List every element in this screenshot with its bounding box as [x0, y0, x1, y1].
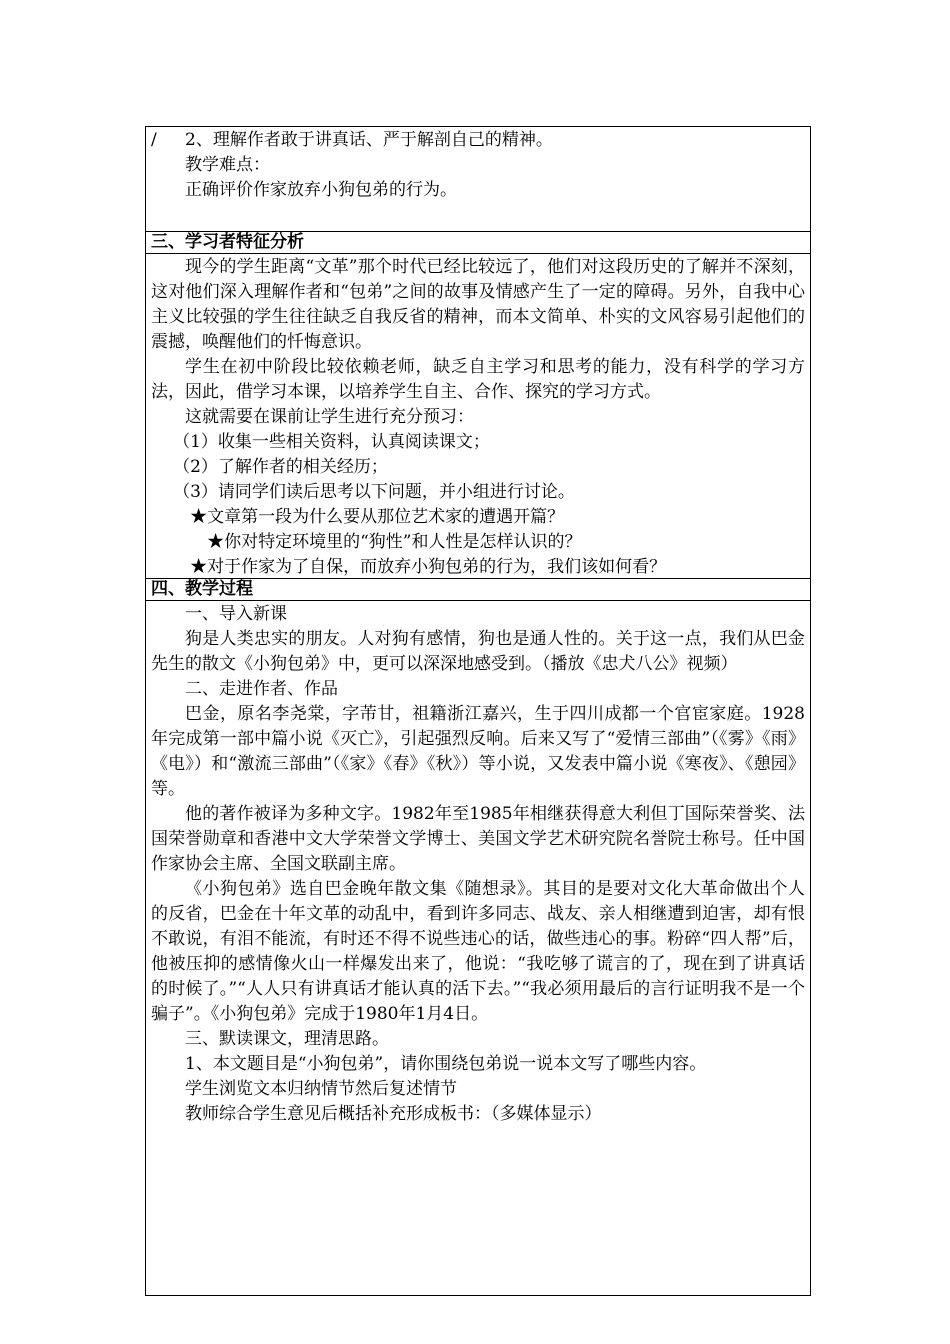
step3-teacher-activity: 教师综合学生意见后概括补充形成板书：（多媒体显示） [185, 1104, 602, 1124]
learner-analysis-cell [146, 253, 810, 578]
step2-title: 二、走进作者、作品 [185, 679, 338, 699]
difficulty-label: 教学难点： [185, 155, 270, 175]
step1-title: 一、导入新课 [185, 604, 287, 624]
learner-paragraph-2: 学生在初中阶段比较依赖老师，缺乏自主学习和思考的能力，没有科学的学习方法，因此，借学习本课，以培养学生自主、合作、探究的学习方式。 [151, 357, 805, 402]
learner-paragraph-3: 这就需要在课前让学生进行充分预习： [185, 407, 474, 427]
goal-prefix: / [151, 130, 157, 150]
goal-line [151, 128, 805, 153]
discussion-question-3: ★对于作家为了自保，而放弃小狗包弟的行为，我们该如何看？ [190, 557, 667, 577]
discussion-question-2: ★你对特定环境里的“狗性”和人性是怎样认识的？ [207, 532, 582, 552]
learner-paragraph-1: 现今的学生距离“文革”那个时代已经比较远了，他们对这段历史的了解并不深刻，这对他们深入理解作者和“包弟”之间的故事及情感产生了一定的障碍。另外，自我中心主义比较强的学生往往缺乏自我反省的精神，而本文简单、朴实的文风容易引起他们的震撼，唤醒他们的忏悔意识。 [151, 257, 805, 352]
teaching-goals-cell [146, 127, 810, 231]
lesson-plan-table [145, 126, 811, 1296]
author-honors-paragraph: 他的著作被译为多种文字。1982年至1985年相继获得意大利但丁国际荣誉奖、法国荣誉勋章和香港中文大学荣誉文学博士、美国文学艺术研究院名誉院士称号。任中国作家协会主席、全国文联副主席。 [151, 804, 805, 874]
discussion-question-1: ★文章第一段为什么要从那位艺术家的遭遇开篇？ [190, 507, 565, 527]
section-heading-learner-analysis: 三、学习者特征分析 [146, 231, 810, 253]
step1-text: 狗是人类忠实的朋友。人对狗有感情，狗也是通人性的。关于这一点，我们从巴金先生的散文《小狗包弟》中，更可以深深地感受到。（播放《忠犬八公》视频） [151, 629, 805, 674]
step3-title: 三、默读课文，理清思路。 [185, 1029, 389, 1049]
difficulty-text: 正确评价作家放弃小狗包弟的行为。 [185, 180, 457, 200]
preview-item-1: （1）收集一些相关资料，认真阅读课文； [173, 432, 490, 452]
section-heading-teaching-process: 四、教学过程 [146, 578, 810, 600]
preview-item-2: （2）了解作者的相关经历； [173, 457, 388, 477]
step3-student-activity: 学生浏览文本归纳情节然后复述情节 [185, 1079, 457, 1099]
preview-item-3: （3）请同学们读后思考以下问题，并小组进行讨论。 [173, 482, 575, 502]
goal-text: 2、理解作者敢于讲真话、严于解剖自己的精神。 [185, 130, 553, 150]
teaching-process-cell [146, 600, 810, 1295]
author-bio-paragraph: 巴金，原名李尧棠，字芾甘，祖籍浙江嘉兴，生于四川成都一个官宦家庭。1928年完成第一部中篇小说《灭亡》，引起强烈反响。后来又写了“爱情三部曲”（《雾》《雨》《电》）和“激流三部曲”（《家》《春》《秋》）等小说，又发表中篇小说《寒夜》、《憩园》等。 [151, 704, 805, 799]
step3-question: 1、本文题目是“小狗包弟”，请你围绕包弟说一说本文写了哪些内容。 [185, 1054, 707, 1074]
work-background-paragraph: 《小狗包弟》选自巴金晚年散文集《随想录》。其目的是要对文化大革命做出个人的反省，巴金在十年文革的动乱中，看到许多同志、战友、亲人相继遭到迫害，却有恨不敢说，有泪不能流，有时还不得不说些违心的话，做些违心的事。粉碎“四人帮”后，他被压抑的感情像火山一样爆发出来了，他说：“我吃够了谎言的了，现在到了讲真话的时候了。”“人人只有讲真话才能认真的活下去。”“我必须用最后的言行证明我不是一个骗子”。《小狗包弟》完成于1980年1月4日。 [151, 879, 805, 1024]
